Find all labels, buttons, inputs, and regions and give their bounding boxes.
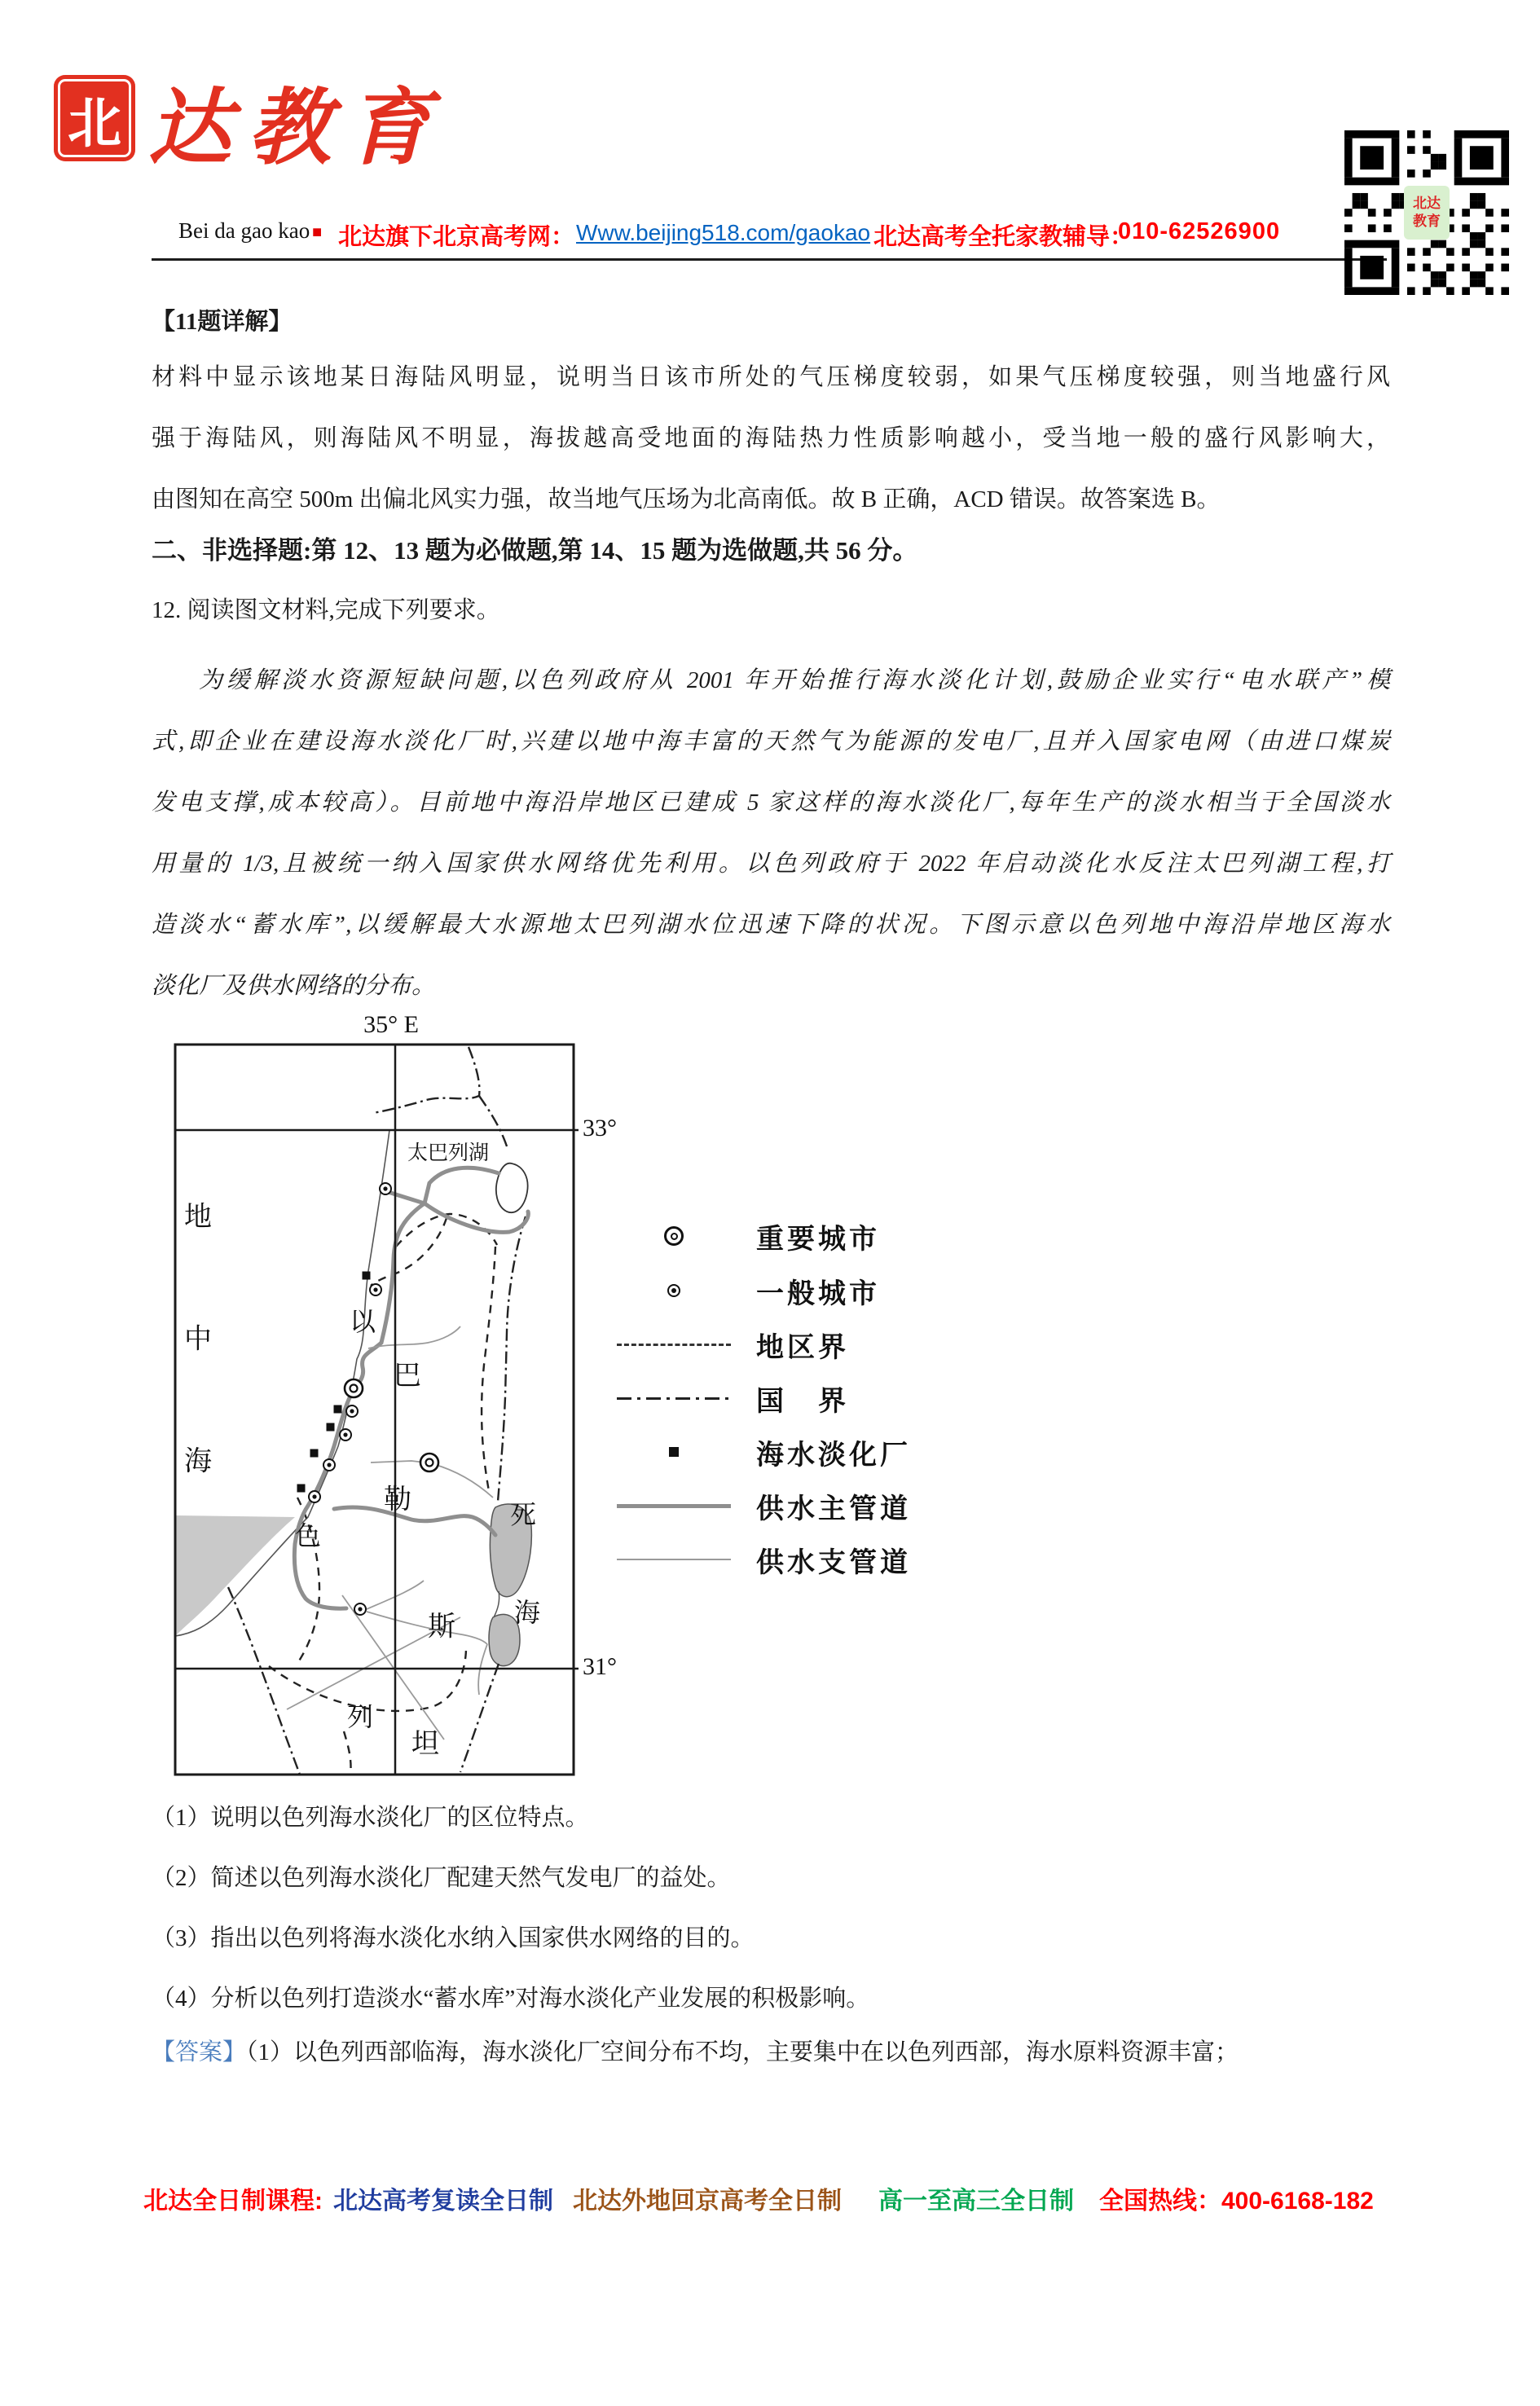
question-2: （2）简述以色列海水淡化厂配建天然气发电厂的益处。 xyxy=(152,1865,731,1891)
footer-course-label: 北达全日制课程: xyxy=(143,2188,323,2215)
important-cities xyxy=(345,1379,438,1471)
footer-item-quanrizhi: 高一至高三全日制 xyxy=(878,2188,1074,2215)
region-boundary-lines xyxy=(269,1214,497,1775)
map-label-lake: 太巴列湖 xyxy=(407,1142,490,1164)
map-label-lon: 35° E xyxy=(363,1011,419,1038)
map-label-israel-3: 列 xyxy=(346,1702,374,1731)
passage-line-5: 造淡水“蓄水库”,以缓解最大水源地太巴列湖水位迅速下降的状况。下图示意以色列地中海沿岸地区海水 xyxy=(152,912,1390,938)
logo-calligraphy: 达教育 xyxy=(148,83,447,175)
question-3: （3）指出以色列将海水淡化水纳入国家供水网络的目的。 xyxy=(152,1925,755,1951)
passage-line-3: 发电支撑,成本较高）。目前地中海沿岸地区已建成 5 家这样的海水淡化厂,每年生产的淡水相当于全国淡水 xyxy=(152,790,1390,816)
passage-line-2: 式,即企业在建设海水淡化厂时,兴建以地中海丰富的天然气为能源的发电厂,且并入国家电网（由进口煤炭 xyxy=(152,728,1390,754)
answer-text: （1）以色列西部临海，海水淡化厂空间分布不均，主要集中在以色列西部，海水原料资源丰富； xyxy=(246,2039,1239,2065)
footer-item-huijing: 北达外地回京高考全日制 xyxy=(573,2188,842,2215)
logo-seal-icon xyxy=(54,75,135,161)
map-drawing xyxy=(122,998,644,1784)
header-tutor-label: 北达高考全托家教辅导： xyxy=(873,224,1134,250)
legend-label: 地区界 xyxy=(756,1331,849,1363)
footer-item-fudu: 北达高考复读全日制 xyxy=(333,2188,553,2215)
desalination-plant-icon xyxy=(613,1447,735,1457)
header-divider xyxy=(152,258,1387,261)
map-label-sea-1: 地 xyxy=(184,1202,212,1233)
legend-item-main-pipe xyxy=(613,1481,911,1530)
footer-hotline xyxy=(1099,2180,1374,2216)
legend-item-general-city xyxy=(613,1266,880,1315)
lake-tiberias xyxy=(496,1163,528,1212)
map-label-israel-2: 色 xyxy=(294,1521,322,1550)
sea-shading xyxy=(175,1515,295,1636)
region-boundary-icon xyxy=(613,1344,735,1346)
map-label-palestine-2: 勒 xyxy=(384,1485,411,1515)
israel-map-figure xyxy=(122,998,644,1784)
general-city-icon xyxy=(613,1284,735,1297)
header-site-link[interactable]: Www.beijing518.com/gaokao xyxy=(576,220,871,245)
legend-item-region-boundary xyxy=(613,1320,849,1369)
qr-code xyxy=(1344,130,1509,295)
map-label-israel-1: 以 xyxy=(349,1307,376,1336)
footer-hotline-number: 400-6168-182 xyxy=(1221,2188,1374,2215)
map-graticule xyxy=(175,1045,579,1775)
legend-item-important-city xyxy=(613,1212,880,1260)
section-heading: 二、非选择题:第 12、13 题为必做题,第 14、15 题为选做题,共 56 分。 xyxy=(152,536,918,565)
legend-label: 重要城市 xyxy=(756,1223,880,1255)
qr-center-line1: 北达 xyxy=(1413,196,1441,211)
important-city-icon xyxy=(613,1226,735,1246)
answer-line xyxy=(152,2034,1390,2067)
qr-center-label xyxy=(1404,186,1450,240)
explanation-line-1: 材料中显示该地某日海陆风明显，说明当日该市所处的气压梯度较弱，如果气压梯度较强，则当地盛行风 xyxy=(152,364,1390,390)
qr-center-line2: 教育 xyxy=(1413,213,1441,229)
header-site-label: 北达旗下北京高考网： xyxy=(338,224,575,250)
logo-pinyin: Bei da gao kao xyxy=(178,218,310,243)
header-tutor-phone: 010-62526900 xyxy=(1118,218,1281,244)
legend-label: 海水淡化厂 xyxy=(756,1439,911,1471)
question-1: （1）说明以色列海水淡化厂的区位特点。 xyxy=(152,1805,589,1831)
map-label-lat33: 33° xyxy=(583,1115,617,1141)
passage-line-6: 淡化厂及供水网络的分布。 xyxy=(152,973,436,999)
national-boundary-icon xyxy=(613,1397,735,1400)
legend-item-branch-pipe xyxy=(613,1535,911,1584)
passage-line-4: 用量的 1/3,且被统一纳入国家供水网络优先利用。以色列政府于 2022 年启动淡化水反注太巴列湖工程,打 xyxy=(152,851,1390,877)
red-square-bullet-icon: ■ xyxy=(312,223,323,241)
map-label-palestine-4: 坦 xyxy=(411,1729,439,1760)
branch-pipe-icon xyxy=(613,1559,735,1560)
logo-seal-char: 北 xyxy=(68,94,121,154)
main-pipe-icon xyxy=(613,1504,735,1508)
footer-hotline-label: 全国热线： xyxy=(1099,2188,1221,2215)
legend-label: 供水支管道 xyxy=(756,1546,911,1578)
question-12-intro: 12. 阅读图文材料,完成下列要求。 xyxy=(152,597,500,623)
map-label-deadsea-1: 死 xyxy=(509,1500,537,1529)
legend-label: 国 界 xyxy=(756,1385,849,1417)
passage-line-1: 为缓解淡水资源短缺问题,以色列政府从 2001 年开始推行海水淡化计划,鼓励企业实行“电水联产”模 xyxy=(199,667,1390,693)
legend-item-desalination-plant xyxy=(613,1427,911,1476)
question-4: （4）分析以色列打造淡水“蓄水库”对海水淡化产业发展的积极影响。 xyxy=(152,1986,870,2012)
map-label-palestine-3: 斯 xyxy=(428,1612,455,1643)
map-label-deadsea-2: 海 xyxy=(513,1598,541,1627)
legend-label: 供水主管道 xyxy=(756,1493,911,1524)
map-label-palestine-1: 巴 xyxy=(394,1361,421,1392)
map-label-sea-2: 中 xyxy=(184,1324,212,1355)
map-label-sea-3: 海 xyxy=(184,1446,212,1477)
legend-item-national-boundary xyxy=(613,1374,849,1423)
map-label-lat31: 31° xyxy=(583,1653,617,1680)
legend-label: 一般城市 xyxy=(756,1278,880,1309)
explanation-line-2: 强于海陆风，则海陆风不明显，海拔越高受地面的海陆热力性质影响越小，受当地一般的盛行风影响大， xyxy=(152,425,1390,451)
explanation-line-3: 由图知在高空 500m 出偏北风实力强，故当地气压场为北高南低。故 B 正确，ACD 错误。故答案选 B。 xyxy=(152,486,1221,512)
explanation-title: 【11题详解】 xyxy=(152,309,293,335)
answer-label: 【答案】 xyxy=(152,2039,247,2065)
